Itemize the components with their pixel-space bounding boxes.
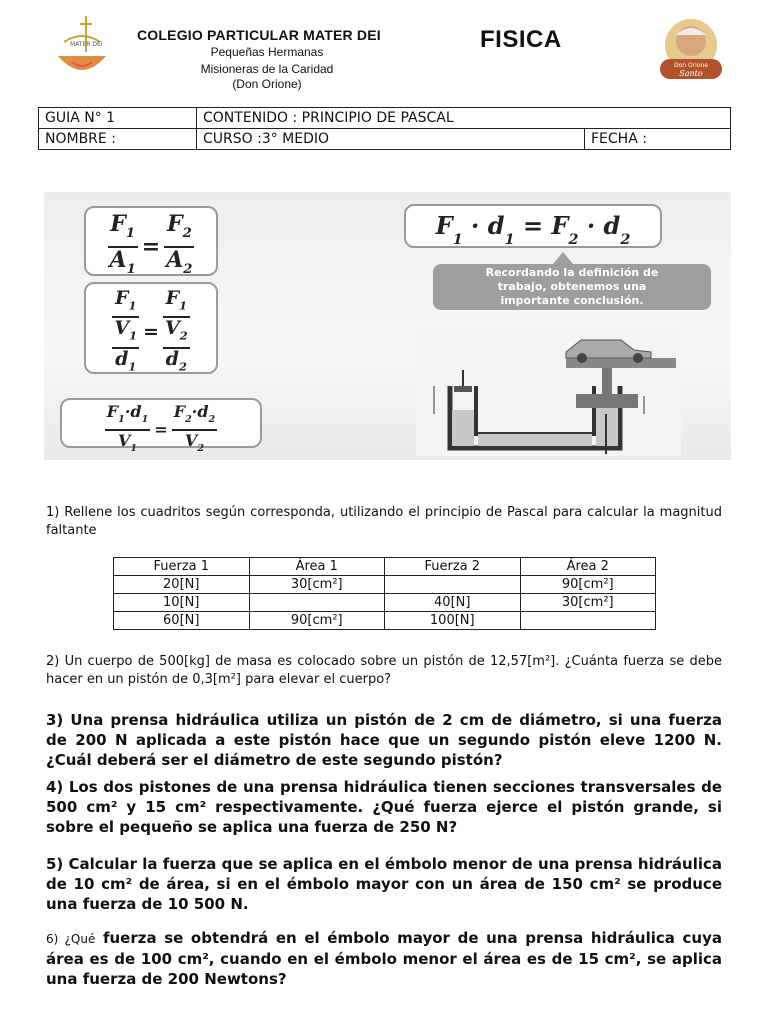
- table-cell: 40[N]: [385, 594, 521, 612]
- course-field: CURSO :3° MEDIO: [197, 129, 585, 150]
- question-3: 3) Una prensa hidráulica utiliza un pistón de 2 cm de diámetro, si una fuerza de 200 N aplicada a este pistón hace que un segundo pistón eleve 1200 N. ¿Cuál deberá ser el diámetro de este segundo pistón?: [46, 711, 722, 769]
- question-1: 1) Rellene los cuadritos según corresponda, utilizando el principio de Pascal para calcular la magnitud faltante: [46, 505, 722, 538]
- header-area-1: Área 1: [249, 558, 385, 576]
- table-row: [114, 594, 656, 612]
- table-cell: 90[cm²]: [520, 576, 656, 594]
- question-6-number: 6) ¿Qué: [46, 932, 96, 946]
- content-title: CONTENIDO : PRINCIPIO DE PASCAL: [197, 108, 731, 129]
- question-4: 4) Los dos pistones de una prensa hidráulica tienen secciones transversales de 500 cm² y 15 cm² respectivamente. ¿Qué fuerza ejerce el pistón grande, si sobre el pequeño se aplica una fuerza de 250 N?: [46, 778, 722, 836]
- blank-cell[interactable]: [385, 576, 521, 594]
- svg-text:MATER DEI: MATER DEI: [70, 41, 103, 48]
- header-fuerza-1: Fuerza 1: [114, 558, 250, 576]
- school-logo: [50, 12, 114, 84]
- header-area-2: Área 2: [520, 558, 656, 576]
- blank-cell[interactable]: [520, 612, 656, 630]
- school-subtitle-3: (Don Orione): [232, 77, 302, 91]
- formula-force-area: $\frac{F_1}{A_1}$ = $\frac{F_2}{A_2}$: [84, 206, 218, 276]
- callout-line-1: Recordando la definición de: [485, 266, 659, 279]
- student-info-table: [38, 107, 731, 150]
- formula-force-volume: $F_1$ $V_1$ $d_1$ = $F_1$ $V_2$ $d_2$: [84, 282, 218, 374]
- question-6: [46, 928, 722, 989]
- table-row: [114, 612, 656, 630]
- pascal-data-table: [113, 557, 656, 630]
- svg-text:Don Orione: Don Orione: [673, 62, 709, 69]
- formula-work-equality: $F_1 \cdot d_1 = F_2 \cdot d_2$: [404, 204, 662, 248]
- subject-title: FISICA: [480, 26, 562, 53]
- table-cell: 100[N]: [385, 612, 521, 630]
- table-cell: 60[N]: [114, 612, 250, 630]
- hydraulic-press-diagram: [416, 330, 681, 456]
- question-2: 2) Un cuerpo de 500[kg] de masa es colocado sobre un pistón de 12,57[m²]. ¿Cuánta fuerza se debe hacer en un pistón de 0,3[m²] para elevar el cuerpo?: [46, 654, 722, 687]
- question-5: 5) Calcular la fuerza que se aplica en el émbolo menor de una prensa hidráulica de 10 cm² de área, si en el émbolo mayor con un área de 150 cm² se produce una fuerza de 10 500 N.: [46, 855, 722, 913]
- question-6-text: fuerza se obtendrá en el émbolo mayor de una prensa hidráulica cuya área es de 100 cm², cuando en el émbolo menor el área es de 15 cm², se aplica una fuerza de 200 Newtons?: [46, 929, 723, 988]
- svg-text:Santo: Santo: [679, 69, 703, 78]
- school-name: COLEGIO PARTICULAR MATER DEI: [137, 27, 381, 43]
- callout-line-3: importante conclusión.: [500, 294, 644, 307]
- pascal-formulas-figure: [44, 192, 731, 460]
- date-field[interactable]: FECHA :: [585, 129, 731, 150]
- don-orione-logo: [654, 17, 728, 83]
- guide-number: GUIA N° 1: [39, 108, 197, 129]
- table-cell: 20[N]: [114, 576, 250, 594]
- table-cell: 90[cm²]: [249, 612, 385, 630]
- callout-line-2: trabajo, obtenemos una: [497, 280, 647, 293]
- blank-cell[interactable]: [249, 594, 385, 612]
- table-cell: 30[cm²]: [249, 576, 385, 594]
- formula-work-volume: $\frac{F_1\cdot d_1}{V_1}$ = $\frac{F_2\cdot d_2}{V_2}$: [60, 398, 262, 448]
- header-fuerza-2: Fuerza 2: [385, 558, 521, 576]
- table-row: [114, 576, 656, 594]
- school-subtitle-1: Pequeñas Hermanas: [210, 45, 324, 59]
- table-cell: 30[cm²]: [520, 594, 656, 612]
- work-definition-callout: [433, 264, 711, 310]
- table-cell: 10[N]: [114, 594, 250, 612]
- name-field[interactable]: NOMBRE :: [39, 129, 197, 150]
- school-subtitle-2: Misioneras de la Caridad: [200, 62, 334, 76]
